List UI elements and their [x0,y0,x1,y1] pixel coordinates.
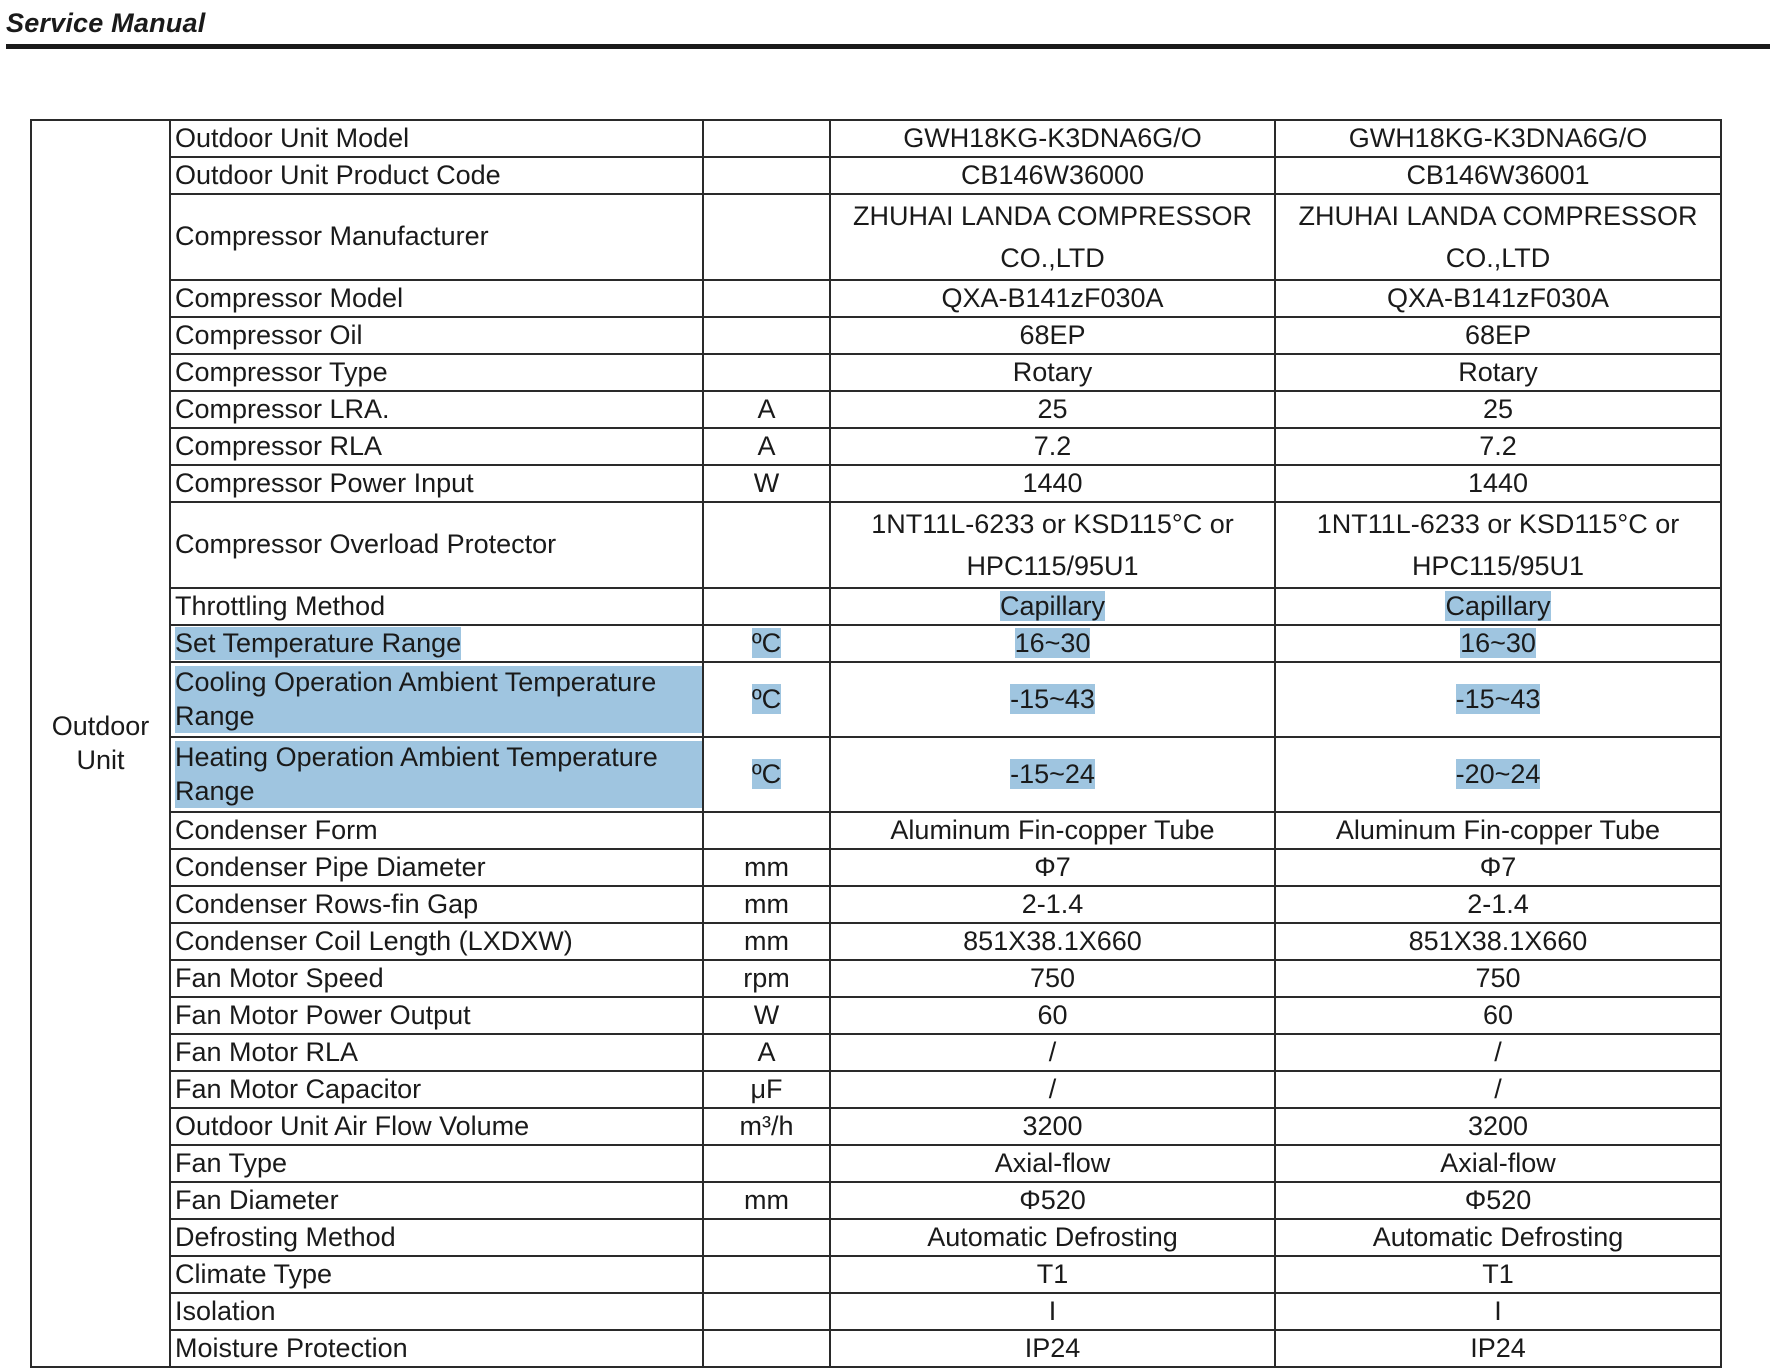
highlighted-value: 16~30 [1460,627,1536,658]
value-cell-2 [1275,625,1721,662]
spec-table [30,119,1722,1368]
unit-cell [703,588,830,625]
unit-cell: m³/h [703,1108,830,1145]
table-row [31,317,1721,354]
value-cell-1: Φ520 [830,1182,1275,1219]
value-cell-2: Aluminum Fin-copper Tube [1275,812,1721,849]
table-row [31,997,1721,1034]
unit-cell [703,157,830,194]
param-cell: Outdoor Unit Model [170,120,703,157]
highlighted-value: 16~30 [1014,627,1091,658]
param-cell: Moisture Protection [170,1330,703,1367]
unit-cell [703,317,830,354]
table-row [31,960,1721,997]
value-cell-1 [830,662,1275,737]
value-cell-1: GWH18KG-K3DNA6G/O [830,120,1275,157]
param-cell: Compressor Type [170,354,703,391]
param-cell: Compressor Oil [170,317,703,354]
value-cell-2: CB146W36001 [1275,157,1721,194]
value-cell-1: Φ7 [830,849,1275,886]
value-cell-1: 7.2 [830,428,1275,465]
unit-cell [703,1256,830,1293]
value-cell-1: 68EP [830,317,1275,354]
unit-cell: mm [703,849,830,886]
param-cell: Defrosting Method [170,1219,703,1256]
param-cell: Fan Motor Capacitor [170,1071,703,1108]
highlighted-unit: ºC [751,683,782,714]
param-cell: Condenser Rows-fin Gap [170,886,703,923]
param-cell: Compressor LRA. [170,391,703,428]
section-label: Outdoor Unit [51,710,150,775]
unit-cell [703,120,830,157]
param-cell: Fan Motor Speed [170,960,703,997]
param-cell: Climate Type [170,1256,703,1293]
table-row [31,157,1721,194]
highlighted-value: Capillary [999,590,1106,621]
value-cell-2: 68EP [1275,317,1721,354]
value-cell-1: IP24 [830,1330,1275,1367]
highlighted-value: Capillary [1445,590,1551,621]
value-cell-1: / [830,1071,1275,1108]
unit-cell [703,662,830,737]
unit-cell [703,1219,830,1256]
highlighted-unit: ºC [751,627,782,658]
value-cell-1: Aluminum Fin-copper Tube [830,812,1275,849]
value-cell-1: 1NT11L-6233 or KSD115°C or HPC115/95U1 [830,502,1275,588]
value-cell-2: Rotary [1275,354,1721,391]
header-rule [6,44,1770,49]
param-cell: Outdoor Unit Air Flow Volume [170,1108,703,1145]
value-cell-2: 750 [1275,960,1721,997]
table-row [31,1145,1721,1182]
table-row [31,1182,1721,1219]
value-cell-1: QXA-B141zF030A [830,280,1275,317]
value-cell-2 [1275,737,1721,812]
param-cell [170,737,703,812]
value-cell-2: T1 [1275,1256,1721,1293]
table-row [31,812,1721,849]
value-cell-1: I [830,1293,1275,1330]
value-cell-2: 60 [1275,997,1721,1034]
value-cell-2: Φ520 [1275,1182,1721,1219]
param-cell: Condenser Form [170,812,703,849]
param-cell: Compressor Power Input [170,465,703,502]
value-cell-2: 2-1.4 [1275,886,1721,923]
unit-cell [703,280,830,317]
param-cell [170,662,703,737]
value-cell-2: ZHUHAI LANDA COMPRESSOR CO.,LTD [1275,194,1721,280]
value-cell-2 [1275,662,1721,737]
unit-cell: mm [703,886,830,923]
table-row [31,120,1721,157]
param-cell: Condenser Coil Length (LXDXW) [170,923,703,960]
table-row [31,625,1721,662]
unit-cell: A [703,428,830,465]
value-cell-2: Automatic Defrosting [1275,1219,1721,1256]
value-cell-1: 750 [830,960,1275,997]
unit-cell: A [703,1034,830,1071]
param-cell: Fan Motor Power Output [170,997,703,1034]
value-cell-1: 1440 [830,465,1275,502]
value-cell-1: CB146W36000 [830,157,1275,194]
unit-cell: mm [703,1182,830,1219]
highlighted-param: Set Temperature Range [175,627,461,661]
table-row [31,1219,1721,1256]
value-cell-2: I [1275,1293,1721,1330]
value-cell-2: QXA-B141zF030A [1275,280,1721,317]
value-cell-1 [830,625,1275,662]
value-cell-1: 25 [830,391,1275,428]
table-row [31,886,1721,923]
value-cell-1: T1 [830,1256,1275,1293]
value-cell-2: GWH18KG-K3DNA6G/O [1275,120,1721,157]
unit-cell [703,354,830,391]
param-cell: Outdoor Unit Product Code [170,157,703,194]
unit-cell [703,1145,830,1182]
table-row [31,1330,1721,1367]
highlighted-value: -15~43 [1455,683,1541,714]
unit-cell: W [703,465,830,502]
param-cell: Fan Type [170,1145,703,1182]
param-cell: Compressor Manufacturer [170,194,703,280]
value-cell-2: 851X38.1X660 [1275,923,1721,960]
value-cell-1: 3200 [830,1108,1275,1145]
table-row [31,1034,1721,1071]
param-cell: Isolation [170,1293,703,1330]
value-cell-1: Automatic Defrosting [830,1219,1275,1256]
table-row [31,588,1721,625]
highlighted-value: -15~43 [1010,683,1095,714]
table-row [31,849,1721,886]
value-cell-2: Φ7 [1275,849,1721,886]
value-cell-2: 3200 [1275,1108,1721,1145]
page-header-title: Service Manual [6,8,206,38]
unit-cell: mm [703,923,830,960]
value-cell-1: 851X38.1X660 [830,923,1275,960]
highlighted-param: Cooling Operation Ambient Temperature Range [175,666,702,734]
param-cell [170,625,703,662]
value-cell-1: 60 [830,997,1275,1034]
highlighted-unit: ºC [751,758,782,789]
value-cell-1: 2-1.4 [830,886,1275,923]
unit-cell: W [703,997,830,1034]
value-cell-2: Axial-flow [1275,1145,1721,1182]
table-row [31,194,1721,280]
param-cell: Compressor RLA [170,428,703,465]
highlighted-value: -15~24 [1010,758,1095,789]
unit-cell [703,737,830,812]
value-cell-1: ZHUHAI LANDA COMPRESSOR CO.,LTD [830,194,1275,280]
unit-cell [703,812,830,849]
value-cell-2: IP24 [1275,1330,1721,1367]
table-row [31,662,1721,737]
unit-cell [703,194,830,280]
unit-cell: rpm [703,960,830,997]
unit-cell [703,1293,830,1330]
param-cell: Fan Diameter [170,1182,703,1219]
unit-cell: μF [703,1071,830,1108]
table-row [31,428,1721,465]
table-row [31,280,1721,317]
param-cell: Throttling Method [170,588,703,625]
param-cell: Fan Motor RLA [170,1034,703,1071]
param-cell: Compressor Model [170,280,703,317]
table-row [31,1256,1721,1293]
value-cell-1: / [830,1034,1275,1071]
section-label-cell [31,120,170,1367]
table-row [31,465,1721,502]
value-cell-2: 7.2 [1275,428,1721,465]
table-row [31,502,1721,588]
unit-cell: A [703,391,830,428]
unit-cell [703,1330,830,1367]
value-cell-2: 1440 [1275,465,1721,502]
value-cell-1 [830,737,1275,812]
param-cell: Compressor Overload Protector [170,502,703,588]
value-cell-2: 1NT11L-6233 or KSD115°C or HPC115/95U1 [1275,502,1721,588]
value-cell-1: Rotary [830,354,1275,391]
table-row [31,1293,1721,1330]
value-cell-2: 25 [1275,391,1721,428]
param-cell: Condenser Pipe Diameter [170,849,703,886]
table-row [31,923,1721,960]
value-cell-2 [1275,588,1721,625]
value-cell-1: Axial-flow [830,1145,1275,1182]
highlighted-param: Heating Operation Ambient Temperature Range [175,741,702,809]
unit-cell [703,625,830,662]
value-cell-1 [830,588,1275,625]
table-row [31,737,1721,812]
table-row [31,354,1721,391]
unit-cell [703,502,830,588]
table-row [31,1108,1721,1145]
value-cell-2: / [1275,1071,1721,1108]
value-cell-2: / [1275,1034,1721,1071]
table-row [31,1071,1721,1108]
highlighted-value: -20~24 [1455,758,1541,789]
table-row [31,391,1721,428]
